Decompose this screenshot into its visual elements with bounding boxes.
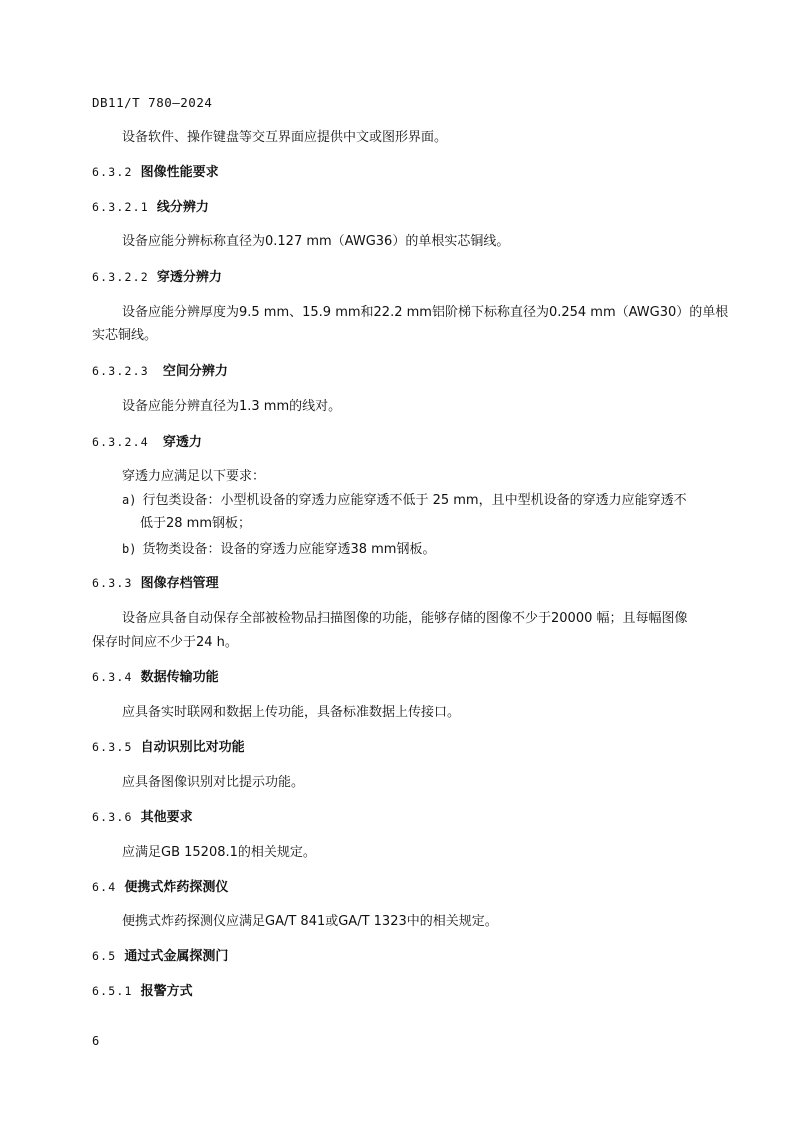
section-number: 6.3.4	[92, 670, 133, 684]
section-title: 其他要求	[140, 810, 193, 825]
section-number: 6.5	[92, 949, 117, 963]
section-6-5-1-heading	[92, 982, 193, 1001]
paragraph-intro: 设备软件、操作键盘等交互界面应提供中文或图形界面。	[122, 130, 448, 145]
document-code: DB11/T 780—2024	[92, 95, 213, 110]
paragraph-penetration-resolution: 设备应能分辨厚度为9.5 mm、15.9 mm和22.2 mm铝阶梯下标称直径为0.254 mm（AWG30）的单根	[122, 305, 729, 320]
list-item-b	[122, 540, 435, 559]
section-title: 空间分辨力	[162, 364, 228, 379]
section-title: 穿透分辨力	[156, 270, 222, 285]
section-number: 6.3.2.2	[92, 270, 149, 284]
paragraph-data-transfer: 应具备实时联网和数据上传功能，具备标准数据上传接口。	[122, 705, 461, 720]
section-title: 穿透力	[162, 435, 202, 450]
paragraph-auto-recognition: 应具备图像识别对比提示功能。	[122, 775, 305, 790]
paragraph-other-requirements: 应满足GB 15208.1的相关规定。	[122, 845, 316, 860]
list-item-a	[122, 491, 687, 510]
section-title: 图像存档管理	[140, 576, 219, 591]
section-6-3-2-2-heading	[92, 268, 222, 287]
list-item-text: 货物类设备：设备的穿透力应能穿透38 mm钢板。	[142, 542, 436, 557]
section-title: 便携式炸药探测仪	[124, 880, 229, 895]
paragraph-penetration-intro: 穿透力应满足以下要求：	[122, 469, 266, 484]
section-title: 通过式金属探测门	[124, 949, 229, 964]
paragraph-image-archive: 设备应具备自动保存全部被检物品扫描图像的功能，能够存储的图像不少于20000 幅；且每幅图像	[122, 611, 688, 626]
section-number: 6.3.2	[92, 165, 133, 179]
list-marker: a)	[122, 493, 137, 507]
section-title: 图像性能要求	[140, 165, 219, 180]
paragraph-spatial-resolution: 设备应能分辨直径为1.3 mm的线对。	[122, 399, 342, 414]
section-title: 自动识别比对功能	[140, 740, 245, 755]
section-title: 线分辨力	[156, 200, 209, 215]
page-number: 6	[92, 1034, 100, 1048]
section-number: 6.3.3	[92, 576, 133, 590]
section-number: 6.4	[92, 880, 117, 894]
section-6-3-5-heading	[92, 738, 245, 757]
section-6-3-3-heading	[92, 574, 219, 593]
paragraph-image-archive-continued: 保存时间应不少于24 h。	[92, 635, 238, 650]
paragraph-penetration-resolution-continued: 实芯铜线。	[92, 328, 158, 343]
section-number: 6.3.2.3	[92, 364, 149, 378]
list-item-text: 行包类设备：小型机设备的穿透力应能穿透不低于 25 mm，且中型机设备的穿透力应能穿透不	[142, 493, 687, 508]
section-6-4-heading	[92, 878, 228, 897]
section-6-3-2-heading	[92, 163, 219, 182]
section-title: 报警方式	[140, 984, 193, 999]
list-marker: b)	[122, 542, 137, 556]
section-6-3-2-1-heading	[92, 198, 209, 217]
section-6-3-6-heading	[92, 808, 193, 827]
section-number: 6.3.2.4	[92, 435, 149, 449]
section-number: 6.3.6	[92, 810, 133, 824]
section-6-3-2-4-heading	[92, 433, 202, 452]
section-6-3-4-heading	[92, 668, 219, 687]
section-number: 6.5.1	[92, 984, 133, 998]
paragraph-explosive-detector: 便携式炸药探测仪应满足GA/T 841或GA/T 1323中的相关规定。	[122, 914, 498, 929]
section-number: 6.3.5	[92, 740, 133, 754]
list-item-a-continued: 低于28 mm钢板；	[140, 516, 252, 531]
section-number: 6.3.2.1	[92, 200, 149, 214]
section-6-5-heading	[92, 947, 228, 966]
paragraph-line-resolution: 设备应能分辨标称直径为0.127 mm（AWG36）的单根实芯铜线。	[122, 234, 510, 249]
section-title: 数据传输功能	[140, 670, 219, 685]
section-6-3-2-3-heading	[92, 362, 228, 381]
